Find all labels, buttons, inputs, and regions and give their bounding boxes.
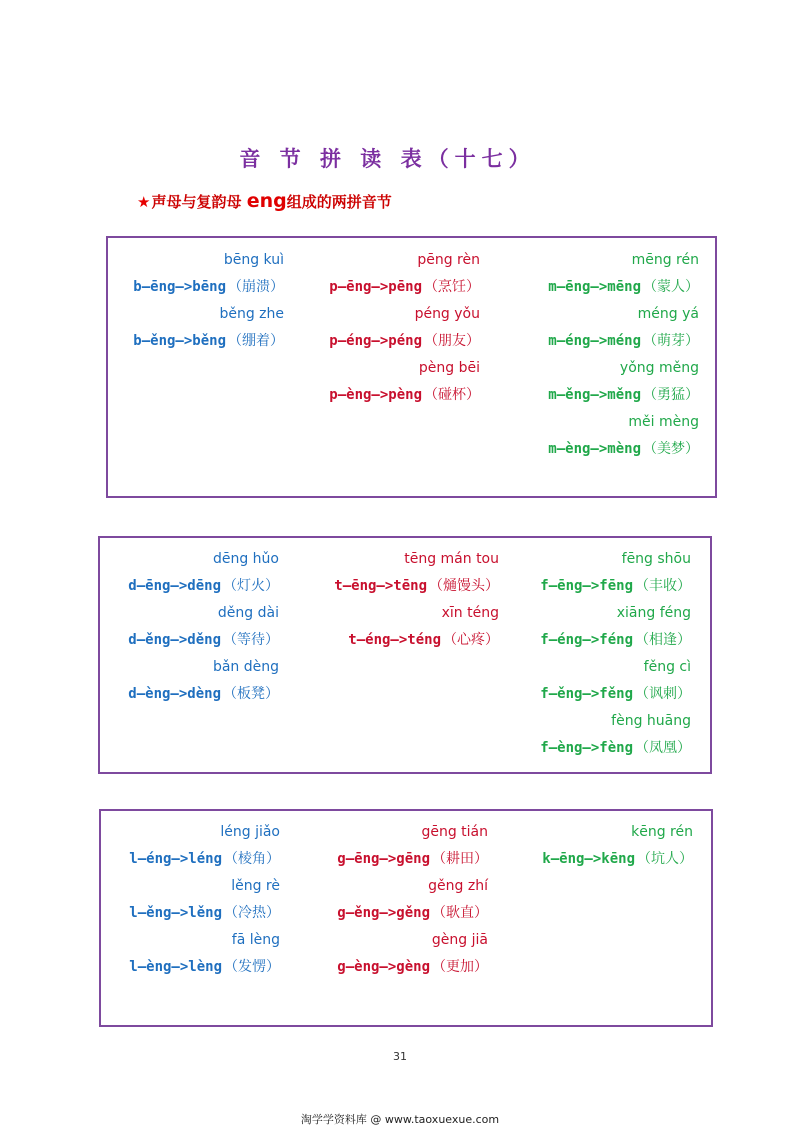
pinyin-reading: bǎn dèng bbox=[212, 659, 279, 675]
syllable-column-1 bbox=[108, 546, 279, 708]
example-word: （心疼） bbox=[443, 632, 499, 648]
syllable-entry bbox=[521, 409, 699, 463]
pinyin-reading: gěng zhí bbox=[428, 878, 488, 894]
spelling-formula-row bbox=[109, 954, 280, 981]
section-subtitle bbox=[137, 190, 392, 212]
spelling-formula-row bbox=[311, 954, 488, 981]
example-word: （棱角） bbox=[224, 851, 280, 867]
page-title: 音 节 拼 读 表（十七） bbox=[239, 146, 536, 171]
syllable-entry bbox=[311, 873, 488, 927]
spelling-formula: g—èng—>gèng bbox=[337, 959, 430, 975]
syllable-entry bbox=[311, 927, 488, 981]
syllable-column-3 bbox=[521, 247, 699, 463]
spelling-formula: t—éng—>téng bbox=[348, 632, 441, 648]
pinyin-reading: fēng shōu bbox=[621, 551, 691, 567]
pinyin-reading: xiāng féng bbox=[616, 605, 691, 621]
syllable-entry bbox=[308, 301, 480, 355]
spelling-formula: p—ēng—>pēng bbox=[329, 279, 422, 295]
pinyin-reading: péng yǒu bbox=[414, 306, 480, 322]
syllable-entry bbox=[108, 600, 279, 654]
footer-text: 淘学学资料库 @ www.taoxuexue.com bbox=[300, 1113, 500, 1126]
spelling-formula-row bbox=[521, 274, 699, 301]
spelling-formula: f—éng—>féng bbox=[540, 632, 633, 648]
spelling-formula-row bbox=[520, 681, 691, 708]
example-word: （勇猛） bbox=[643, 387, 699, 403]
example-word: （板凳） bbox=[223, 686, 279, 702]
pinyin-reading: měi mèng bbox=[628, 414, 699, 430]
spelling-formula-row bbox=[308, 274, 480, 301]
pinyin-reading: běng zhe bbox=[219, 306, 284, 322]
spelling-formula-row bbox=[116, 274, 284, 301]
spelling-formula: b—ěng—>běng bbox=[133, 333, 226, 349]
syllable-entry bbox=[109, 873, 280, 927]
spelling-formula-row bbox=[109, 846, 280, 873]
spelling-formula-row bbox=[521, 436, 699, 463]
spelling-formula: g—ěng—>gěng bbox=[337, 905, 430, 921]
syllable-entry bbox=[521, 355, 699, 409]
spelling-formula-row bbox=[520, 573, 691, 600]
pinyin-reading: fā lèng bbox=[231, 932, 280, 948]
example-word: （碰杯） bbox=[424, 387, 480, 403]
syllable-entry bbox=[308, 355, 480, 409]
syllable-entry bbox=[311, 819, 488, 873]
syllable-column-2 bbox=[308, 247, 480, 409]
spelling-formula-row bbox=[311, 846, 488, 873]
example-word: （更加） bbox=[432, 959, 488, 975]
example-word: （绷着） bbox=[228, 333, 284, 349]
spelling-formula: k—ēng—>kēng bbox=[542, 851, 635, 867]
star-icon: ★ bbox=[137, 193, 151, 211]
syllable-entry bbox=[108, 654, 279, 708]
spelling-formula: l—èng—>lèng bbox=[129, 959, 222, 975]
example-word: （发愣） bbox=[224, 959, 280, 975]
example-word: （冷热） bbox=[224, 905, 280, 921]
spelling-formula-row bbox=[308, 328, 480, 355]
pinyin-reading: pēng rèn bbox=[417, 252, 480, 268]
example-word: （耿直） bbox=[432, 905, 488, 921]
spelling-formula: f—èng—>fèng bbox=[540, 740, 633, 756]
spelling-formula-row bbox=[116, 328, 284, 355]
example-word: （讽刺） bbox=[635, 686, 691, 702]
syllable-box-3 bbox=[99, 809, 713, 1027]
example-word: （烹饪） bbox=[424, 279, 480, 295]
spelling-formula: d—èng—>dèng bbox=[128, 686, 221, 702]
pinyin-reading: mēng rén bbox=[631, 252, 699, 268]
subtitle-highlight: eng bbox=[246, 190, 287, 212]
syllable-entry bbox=[308, 247, 480, 301]
syllable-entry bbox=[521, 247, 699, 301]
pinyin-reading: yǒng měng bbox=[619, 360, 699, 376]
pinyin-reading: léng jiǎo bbox=[220, 824, 280, 840]
example-word: （凤凰） bbox=[635, 740, 691, 756]
pinyin-reading: méng yá bbox=[637, 306, 699, 322]
example-word: （耕田） bbox=[432, 851, 488, 867]
syllable-entry bbox=[116, 247, 284, 301]
example-word: （灯火） bbox=[223, 578, 279, 594]
syllable-entry bbox=[521, 819, 693, 873]
spelling-formula-row bbox=[521, 382, 699, 409]
syllable-entry bbox=[521, 301, 699, 355]
example-word: （崩溃） bbox=[228, 279, 284, 295]
pinyin-reading: bēng kuì bbox=[223, 252, 284, 268]
pinyin-reading: xīn téng bbox=[441, 605, 499, 621]
pinyin-reading: pèng bēi bbox=[418, 360, 480, 376]
spelling-formula: b—ēng—>bēng bbox=[133, 279, 226, 295]
subtitle-suffix: 组成的两拼音节 bbox=[286, 193, 392, 211]
spelling-formula: g—ēng—>gēng bbox=[337, 851, 430, 867]
syllable-column-3 bbox=[520, 546, 691, 762]
syllable-entry bbox=[108, 546, 279, 600]
example-word: （相逢） bbox=[635, 632, 691, 648]
spelling-formula-row bbox=[108, 573, 279, 600]
spelling-formula: d—ěng—>děng bbox=[128, 632, 221, 648]
spelling-formula: p—èng—>pèng bbox=[329, 387, 422, 403]
spelling-formula-row bbox=[303, 627, 499, 654]
spelling-formula: m—ēng—>mēng bbox=[548, 279, 641, 295]
example-word: （熥馒头） bbox=[429, 578, 499, 594]
pinyin-reading: fèng huāng bbox=[611, 713, 691, 729]
example-word: （朋友） bbox=[424, 333, 480, 349]
spelling-formula-row bbox=[520, 627, 691, 654]
pinyin-reading: tēng mán tou bbox=[404, 551, 499, 567]
syllable-column-1 bbox=[116, 247, 284, 355]
spelling-formula: f—ěng—>fěng bbox=[540, 686, 633, 702]
syllable-box-1 bbox=[106, 236, 717, 498]
syllable-column-3 bbox=[521, 819, 693, 873]
syllable-entry bbox=[520, 600, 691, 654]
spelling-formula-row bbox=[308, 382, 480, 409]
pinyin-reading: fěng cì bbox=[643, 659, 691, 675]
syllable-entry bbox=[520, 654, 691, 708]
syllable-column-2 bbox=[311, 819, 488, 981]
syllable-entry bbox=[109, 819, 280, 873]
example-word: （坑人） bbox=[637, 851, 693, 867]
pinyin-reading: děng dài bbox=[217, 605, 279, 621]
spelling-formula: m—ěng—>měng bbox=[548, 387, 641, 403]
pinyin-reading: gēng tián bbox=[421, 824, 488, 840]
syllable-entry bbox=[116, 301, 284, 355]
pinyin-reading: gèng jiā bbox=[431, 932, 488, 948]
spelling-formula: p—éng—>péng bbox=[329, 333, 422, 349]
spelling-formula-row bbox=[521, 846, 693, 873]
pinyin-reading: dēng hǔo bbox=[212, 551, 279, 567]
spelling-formula-row bbox=[520, 735, 691, 762]
syllable-entry bbox=[520, 546, 691, 600]
subtitle-prefix: 声母与复韵母 bbox=[151, 193, 247, 211]
example-word: （丰收） bbox=[635, 578, 691, 594]
example-word: （萌芽） bbox=[643, 333, 699, 349]
example-word: （等待） bbox=[223, 632, 279, 648]
spelling-formula: m—éng—>méng bbox=[548, 333, 641, 349]
spelling-formula: t—ēng—>tēng bbox=[334, 578, 427, 594]
pinyin-reading: kēng rén bbox=[631, 824, 693, 840]
example-word: （蒙人） bbox=[643, 279, 699, 295]
spelling-formula-row bbox=[303, 573, 499, 600]
spelling-formula: l—ěng—>lěng bbox=[129, 905, 222, 921]
page-number: 31 bbox=[393, 1050, 407, 1063]
spelling-formula: d—ēng—>dēng bbox=[128, 578, 221, 594]
syllable-entry bbox=[520, 708, 691, 762]
pinyin-reading: lěng rè bbox=[231, 878, 280, 894]
spelling-formula-row bbox=[108, 681, 279, 708]
syllable-entry bbox=[109, 927, 280, 981]
syllable-column-1 bbox=[109, 819, 280, 981]
spelling-formula: m—èng—>mèng bbox=[548, 441, 641, 457]
spelling-formula: f—ēng—>fēng bbox=[540, 578, 633, 594]
syllable-entry bbox=[303, 600, 499, 654]
syllable-column-2 bbox=[303, 546, 499, 654]
spelling-formula: l—éng—>léng bbox=[129, 851, 222, 867]
spelling-formula-row bbox=[108, 627, 279, 654]
syllable-entry bbox=[303, 546, 499, 600]
syllable-box-2 bbox=[98, 536, 712, 774]
spelling-formula-row bbox=[521, 328, 699, 355]
spelling-formula-row bbox=[109, 900, 280, 927]
example-word: （美梦） bbox=[643, 441, 699, 457]
spelling-formula-row bbox=[311, 900, 488, 927]
